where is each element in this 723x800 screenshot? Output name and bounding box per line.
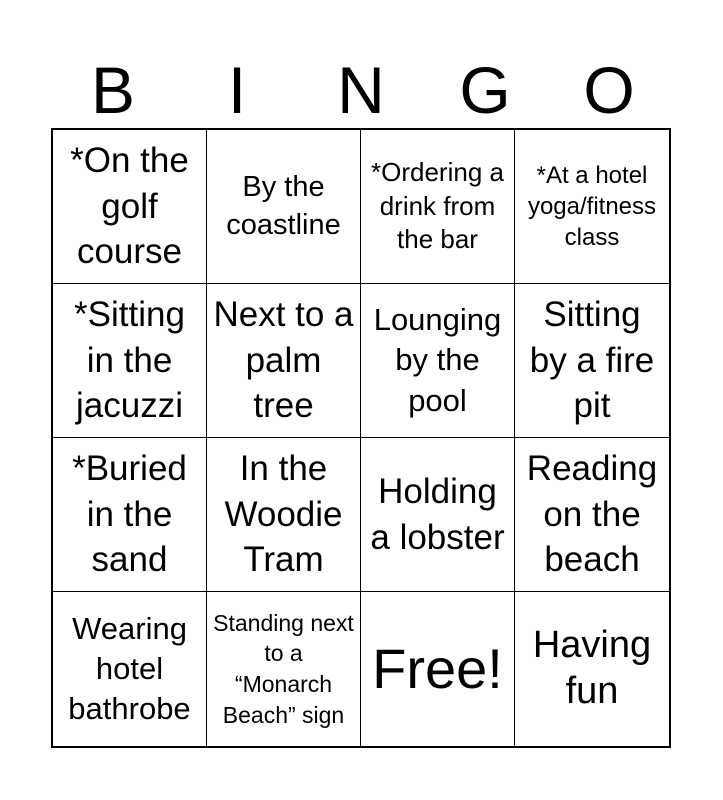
bingo-cell[interactable]: Sitting by a fire pit [515, 284, 669, 438]
bingo-cell[interactable]: Having fun [532, 624, 652, 712]
bingo-cell[interactable]: *Ordering a drink from the bar [361, 130, 515, 284]
bingo-cell[interactable]: Wearing hotel bathrobe [53, 592, 207, 746]
bingo-cell[interactable]: *At a hotel yoga/fitness class [515, 130, 669, 284]
bingo-cell[interactable]: *Buried in the sand [53, 438, 207, 592]
header-letter-b: B [90, 53, 136, 127]
header-letter-n: N [337, 53, 385, 127]
bingo-cell[interactable]: *On the golf course [53, 130, 207, 284]
free-space-cell[interactable]: Free! [361, 592, 515, 746]
header-letter-g: G [459, 53, 511, 127]
bingo-header [51, 52, 671, 128]
bingo-cell[interactable]: By the coastline [207, 130, 361, 284]
bingo-cell[interactable]: Reading on the beach [515, 438, 669, 592]
header-letter-o: O [583, 53, 635, 127]
bingo-cell[interactable]: Holding a lobster [361, 438, 515, 592]
bingo-cell[interactable]: Next to a palm tree [207, 284, 361, 438]
bingo-cell[interactable]: Lounging by the pool [361, 284, 515, 438]
header-letter-i: I [227, 53, 247, 127]
bingo-cell[interactable]: In the Woodie Tram [207, 438, 361, 592]
bingo-board [51, 128, 671, 748]
bingo-cell[interactable]: *Sitting in the jacuzzi [53, 284, 207, 438]
bingo-cell[interactable]: Standing next to a “Monarch Beach” sign [207, 592, 361, 746]
